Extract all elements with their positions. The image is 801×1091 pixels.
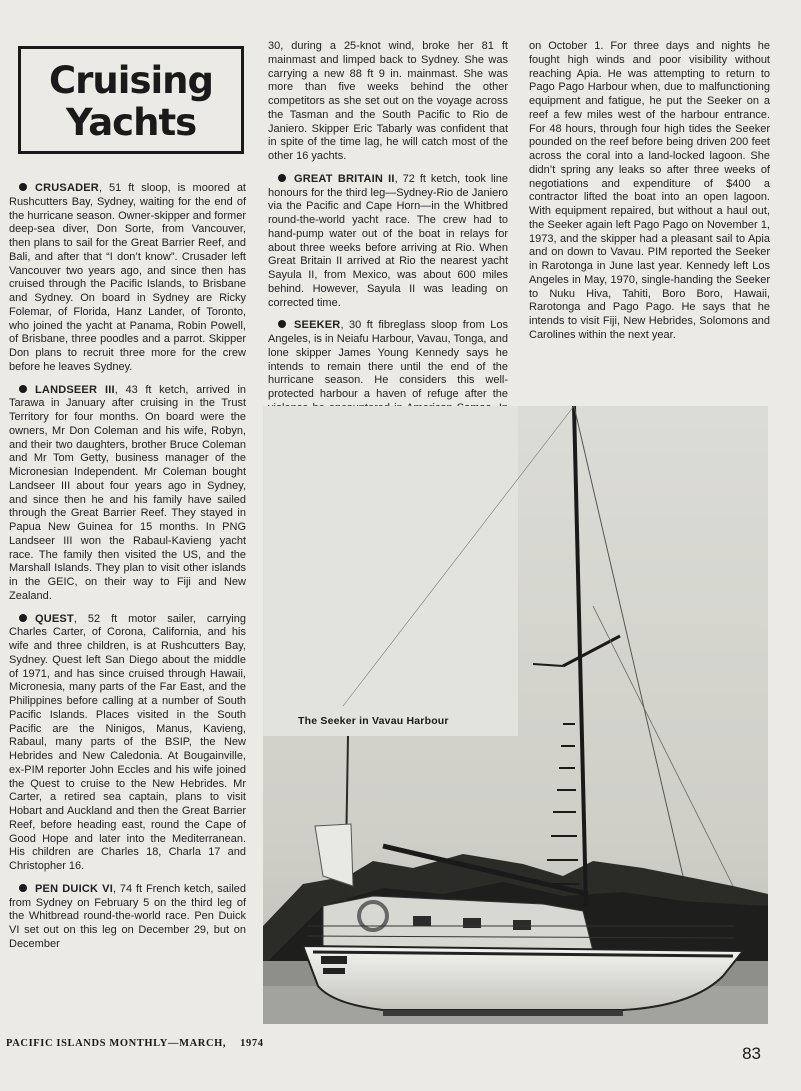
photo-caption: The Seeker in Vavau Harbour [298,715,449,727]
article-paragraph [9,613,246,874]
paragraph-text: 30, during a 25-knot wind, broke her 81 ft mainmast and limped back to Sydney. She was carrying a new 88 ft 9 in. mainmast. She was more than five weeks behind the other competitors as she set out on the voyage across the Tasman and the South Pacific to Rio de Janiero. Skipper Eric Tabarly was confident that in spite of the time lag, he will catch most of the other 16 yachts. [268,40,508,162]
yacht-name: CRUSADER [35,182,99,194]
bullet-icon [19,183,27,191]
publication-name: PACIFIC ISLANDS MONTHLY—MARCH, [6,1038,227,1049]
section-title-line2: Yachts [65,101,197,144]
yacht-name: GREAT BRITAIN II [294,172,395,185]
paragraph-text: on October 1. For three days and nights he fought high winds and poor visibility without reaching Apia. He was attempting to return to Pago Pago Harbour when, due to malfunctioning equipment and fatigue, he put the Seeker on a reef a few miles west of the harbour entrance. For 48 hours, through four high tides the Seeker pounded on the reef before being driven 200 feet across the coral into a land-locked lagoon. She didn’t spring any leaks so after three weeks of negotiations and expenditure of $400 a contractor lifted the boat into an open lagoon. With equipment repaired, but without a haul out, the Seeker again left Pago Pago on November 1, 1973, and the skipper had a pleasant sail to Apia and on down to Vavau. PIM reported the Seeker in Rarotonga in June last year. Kennedy left Los Angeles in May, 1970, single-handing the Seeker to Nuku Hiva, Tahiti, Boro Boro, Hawaii, Rarotonga and Pago Pago. He says that he intends to visit Fiji, New Hebrides, Solomons and Carolines within the next year. [529,40,770,341]
paragraph-text: , 43 ft ketch, arrived in Tarawa in January after cruising in the Trust Territory for four months. On board were the owners, Mr Don Coleman and his wife, Robyn, and their two daughters, brother Bruce Coleman and Mr Tom Getty, business manager of the Micronesian Independent. Mr Coleman bought Landseer III about four years ago in Sydney, and since then he and his family have sailed through the Great Barrier Reef. They stayed in Papua New Guinea for 15 months. In PNG Landseer III won the Rabaul-Kavieng yacht race. The family then visited the US, and the Marshall Islands. They plan to visit other islands in the GEIC, on their way to Fiji and New Zealand. [9,383,247,602]
article-paragraph [9,182,246,375]
text-column-1 [9,182,246,961]
article-paragraph [268,40,508,164]
article-paragraph [268,173,508,311]
article-paragraph [9,384,246,604]
yacht-name: QUEST [35,612,74,625]
yacht-name: PEN DUICK VI [35,882,113,895]
paragraph-text: , 52 ft motor sailer, carrying Charles Carter, of Corona, California, and his wife and three children, is at Rushcutters Bay, Sydney. Quest left San Diego about the middle of 1971, and has since cruised through Hawaii, Micronesia, many parts of the Far East, and the Philippines before calling at a number of South Pacific Islands. Places visited in the South Pacific are the Ninigos, Manus, Kavieng, Rabaul, many parts of the BSIP, the New Hebrides and New Caledonia. At Bougainville, ex-PIM reporter John Eccles and his wife joined the Quest to cruise to the New Hebrides. Mr Carter, a retired sea captain, plans to visit Hobart and Auckland and then the Great Barrier Reef, before heading east, round the Cape of Good Hope and later into the Mediterranean. His children are Charles 18, Charla 17 and Christopher 16. [9,612,246,872]
section-title-line1: Cruising [49,59,213,102]
bullet-icon [278,320,286,328]
publication-footer [6,1038,264,1049]
article-paragraph [9,883,246,952]
article-paragraph [529,40,770,343]
paragraph-text: , 51 ft sloop, is moored at Rushcutters Bay, Sydney, waiting for the end of the hurricane season. Owner-skipper and former deep-sea diver, Don Sorte, from Vancouver, then plans to sail for the Great Barrier Reef, and Bali, and after that “I don’t know”. Crusader left Vancouver two years ago, and since then has cruised through the Pacific Islands, to Brisbane and Sydney. On board in Sydney are Ricky Folemar, of Florida, Hanz Lander, of Toronto, who joined the yacht at Panama, Robin Powell, of Brisbane, three poodles and a parrot. Skipper Don plans to recruit three more for the crew before he leaves Sydney. [9,182,246,373]
bullet-icon [19,884,27,892]
page-number: 83 [742,1044,761,1063]
section-title-box [18,46,244,154]
bullet-icon [19,385,27,393]
yacht-name: SEEKER [294,319,341,332]
text-column-3 [529,40,770,352]
paragraph-text: , 74 ft French ketch, sailed from Sydney on February 5 on the third leg of the Whitbread round-the-world race. Pen Duick VI set out on this leg on December 29, but on December [9,882,246,950]
bullet-icon [19,614,27,622]
yacht-name: LANDSEER III [35,383,115,396]
bullet-icon [278,174,286,182]
paragraph-text: , 30 ft fibreglass sloop from Los Angeles, is in Neiafu Harbour, Vavau, Tonga, and lone skipper James Young Kennedy says he intends to remain there until the end of the hurricane season. He considers this well-protected harbour a haven of refuge after the [268,319,508,400]
paragraph-text: , 72 ft ketch, took line honours for the third leg—Sydney-Rio de Janiero via the Pacific and Cape Horn—in the Whitbred round-the-world yacht race. The crew had to hand-pump water out of the boat in relays for about three weeks before arriving at Rio. When Great Britain II arrived at Rio the nearest yacht Sayula II, from Mexico, was about 600 miles behind. However, Sayula II was leading on corrected time. [268,172,508,309]
publication-year: 1974 [240,1038,264,1049]
